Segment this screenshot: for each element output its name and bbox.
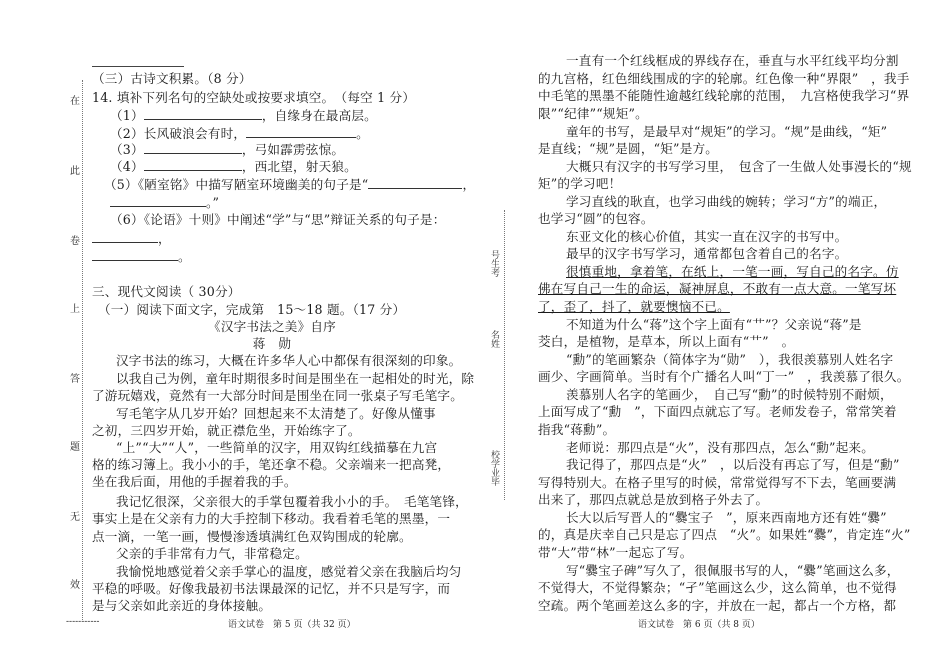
paragraph-line: 指我“蒋勳”。: [538, 422, 616, 437]
underlined-line: 了，歪了，抖了，就要懊恼不已。: [538, 299, 730, 314]
fill-item-4: [110, 158, 357, 175]
paragraph-line: 父亲的手非常有力气，非常稳定。: [116, 546, 308, 561]
fill-item-6: （6）《论语》十则》中阐述“学”与“思”辩证关系的句子是：: [110, 212, 446, 227]
article-author: 蒋 勋: [252, 336, 292, 351]
exam-number-label: 号生考: [489, 250, 499, 277]
paragraph-line: 东亚文化的核心价值，其实一直在汉字的书写中。: [566, 229, 848, 244]
paragraph-line: 童年的书写，是最早对“规矩”的学习。“规”是曲线，“矩”: [566, 124, 888, 139]
paragraph-line: 是与父亲如此亲近的身体接触。: [92, 598, 272, 613]
binding-line: [504, 210, 505, 500]
answer-blank[interactable]: [246, 125, 356, 138]
margin-char: 在: [70, 96, 80, 107]
fill-item-text: ，自缘身在最高层。: [261, 108, 377, 123]
modern-reading-title: 三、现代文阅读（ 30分）: [92, 284, 241, 299]
footer-dashes: -----------: [66, 617, 100, 627]
paragraph-line: 带“大”带“林”一起忘了写。: [538, 545, 693, 560]
paragraph-line: 出来了，那四点就总是放到格子外去了。: [538, 492, 769, 507]
question-14: 14. 填补下列名句的空缺处或按要求填空。 （每空 1 分）: [92, 90, 416, 105]
answer-blank[interactable]: [144, 107, 262, 120]
answer-blank[interactable]: [92, 248, 178, 261]
paragraph-line: 不觉得大，不觉得繁杂；“孑”笔画这么少，这么简单，也不觉得: [538, 580, 897, 595]
fill-item-1: [110, 107, 377, 124]
fill-item-6-cont-b: [92, 248, 191, 265]
fill-item-label: （4）: [110, 159, 144, 174]
fill-item-text: 。: [356, 126, 369, 141]
paragraph-line: 矩”的学习吧！: [538, 176, 622, 191]
page-footer: 语文试卷 第 5 页（共 32 页）: [228, 620, 356, 630]
paragraph-line: 一直有一个红线框成的界线存在，垂直与水平红线平均分割: [566, 53, 899, 68]
paragraph-line: 点一滴，一笔一画，慢慢渗透填满红色双钩围成的轮廓。: [92, 529, 412, 544]
margin-char: 无: [70, 512, 80, 523]
paragraph-line: 坐在我后面，用他的手握着我的手。: [92, 474, 297, 489]
fill-item-label: （3）: [110, 142, 144, 157]
paragraph-line: 空疏。两个笔画差这么多的字，并放在一起，都占一个方格，都: [538, 598, 897, 613]
name-label: 名姓: [489, 330, 499, 348]
margin-char: 效: [70, 580, 80, 591]
section3-title: （三）古诗文积累。（8 分）: [92, 71, 252, 86]
paragraph-line: 长大以后写晋人的“爨宝子 ”，原来西南地方还有姓“爨”: [566, 510, 887, 525]
answer-blank[interactable]: [92, 230, 158, 243]
paragraph-line: 是直线；“规”是圆，“矩”是方。: [538, 141, 719, 156]
paragraph-line: 事实上是在父亲有力的大手控制下移动。我看着毛笔的黑墨，一: [92, 511, 451, 526]
top-rule: [92, 66, 184, 67]
paragraph-line: 学习直线的耿直，也学习曲线的婉转；学习“方”的端正，: [566, 194, 887, 209]
answer-blank[interactable]: [368, 176, 462, 189]
paragraph-line: 我记忆很深，父亲很大的手掌包覆着我小小的手。 毛笔笔锋，: [116, 494, 468, 509]
answer-blank[interactable]: [144, 141, 242, 154]
paragraph-line: 画少、字画简单。当时有个广播名人叫“丁一” ，我羡慕了很久。: [538, 369, 910, 384]
school-label: 校学业毕: [489, 450, 499, 486]
fill-item-text: （5）《陋室铭》中描写陋室环境幽美的句子是“: [104, 177, 369, 192]
fill-item-6-cont-a: [92, 230, 171, 247]
margin-char: 答: [70, 374, 80, 385]
paragraph-line: 我愉悦地感觉着父亲手掌心的温度，感觉着父亲在我脑后均匀: [116, 564, 462, 579]
paragraph-line: 汉字书法的练习，大概在许多华人心中都保有很深刻的印象。: [116, 353, 462, 368]
fill-item-label: （2）长风破浪会有时，: [110, 126, 247, 141]
margin-char: 此: [70, 166, 80, 177]
paragraph-line: 以我自己为例，童年时期很多时间是围坐在一起相处的时光，除: [116, 371, 475, 386]
answer-blank[interactable]: [144, 158, 242, 171]
paragraph-line: 写“爨宝子碑”写久了，很佩服书写的人，“爨”笔画这么多，: [566, 563, 900, 578]
fill-item-text: 。: [178, 249, 191, 264]
reading-intro: （一）阅读下面文字，完成第 15～18 题。（17 分）: [98, 302, 406, 317]
fill-item-2: [110, 125, 369, 142]
fill-item-text: ，: [462, 177, 476, 192]
paragraph-line: 不知道为什么“蒋”这个字上面有“艹”？父亲说“蒋”是: [566, 317, 862, 332]
page-footer: 语文试卷 第 6 页（共 8 页）: [638, 620, 760, 630]
fill-item-text: ，弓如霹雳弦惊。: [241, 142, 345, 157]
paragraph-line: 羡慕别人名字的笔画少， 自己写“勳”的时候特别不耐烦，: [566, 387, 893, 402]
binding-line: [82, 80, 83, 620]
fill-item-label: （1）: [110, 108, 144, 123]
paragraph-line: “上”“大”“人”，一些简单的汉字，用双钩红线描摹在九宫: [116, 440, 438, 455]
paragraph-line: 上面写成了“勳 ”，下面四点就忘了写。老师发卷子，常常笑着: [538, 404, 897, 419]
article-title: 《汉字书法之美》自序: [208, 319, 336, 334]
fill-item-text: ，: [158, 231, 171, 246]
fill-item-3: [110, 141, 344, 158]
paragraph-line: 写得特别大。在格子里写的时候，常常觉得写不下去，笔画要满: [538, 475, 897, 490]
fill-item-text: 。”: [206, 195, 220, 210]
paragraph-line: “勳”的笔画繁杂（简体字为“勋” ），我很羡慕别人姓名字: [566, 352, 894, 367]
paragraph-line: 大概只有汉字的书写学习里， 包含了一生做人处事漫长的“规: [566, 159, 912, 174]
right-page: [470, 0, 950, 671]
paragraph-line: 写毛笔字从几岁开始？回想起来不太清楚了。好像从懂事: [116, 406, 436, 421]
fill-item-5-cont: [110, 194, 219, 211]
paragraph-line: 茭白，是植物，是草本，所以上面有“艹” 。: [538, 334, 795, 349]
margin-char: 题: [70, 442, 80, 453]
margin-char: 上: [70, 304, 80, 315]
fill-item-5: [104, 176, 475, 193]
answer-blank[interactable]: [110, 194, 206, 207]
fill-item-text: ，西北望，射天狼。: [241, 159, 357, 174]
paragraph-line: 我记得了，那四点是“火” ，以后没有再忘了写，但是“勳”: [566, 457, 900, 472]
paragraph-line: 格的练习簿上。我小小的手，笔还拿不稳。父亲端来一把高凳，: [92, 457, 451, 472]
paragraph-line: 平稳的呼吸。好像我最初书法课最深的记忆，并不只是写字，而: [92, 581, 451, 596]
underlined-line: 佛在写自己一生的命运，凝神屏息，不敢有一点大意。一笔写坏: [538, 281, 897, 296]
paragraph-line: 的，真是庆幸自己只是忘了四点 “火”。如果姓“爨”，肯定连“火”: [538, 527, 911, 542]
paragraph-line: 之初，三四岁开始，就正襟危坐，开始练字了。: [92, 423, 361, 438]
paragraph-line: 老师说：那四点是“火”，没有那四点，怎么“勳”起来。: [566, 440, 875, 455]
paragraph-line: 中毛笔的黑墨不能随性逾越红线轮廓的范围， 九宫格使我学习“界: [538, 88, 910, 103]
margin-char: 卷: [70, 236, 80, 247]
paragraph-line: 了游玩嬉戏，竟然有一大部分时间是围坐在同一张桌子写毛笔字。: [92, 388, 464, 403]
paragraph-line: 最早的汉字书写学习，通常都包含着自己的名字。: [566, 246, 848, 261]
paragraph-line: 也学习“圆”的包容。: [538, 211, 654, 226]
paragraph-line: 限”“纪律”“规矩”。: [538, 106, 648, 121]
paragraph-line: 的九宫格，红色细线围成的字的轮廓。红色像一种“界限” ，我手: [538, 71, 910, 86]
underlined-line: 很慎重地，拿着笔，在纸上，一笔一画，写自己的名字。仿: [566, 264, 899, 279]
